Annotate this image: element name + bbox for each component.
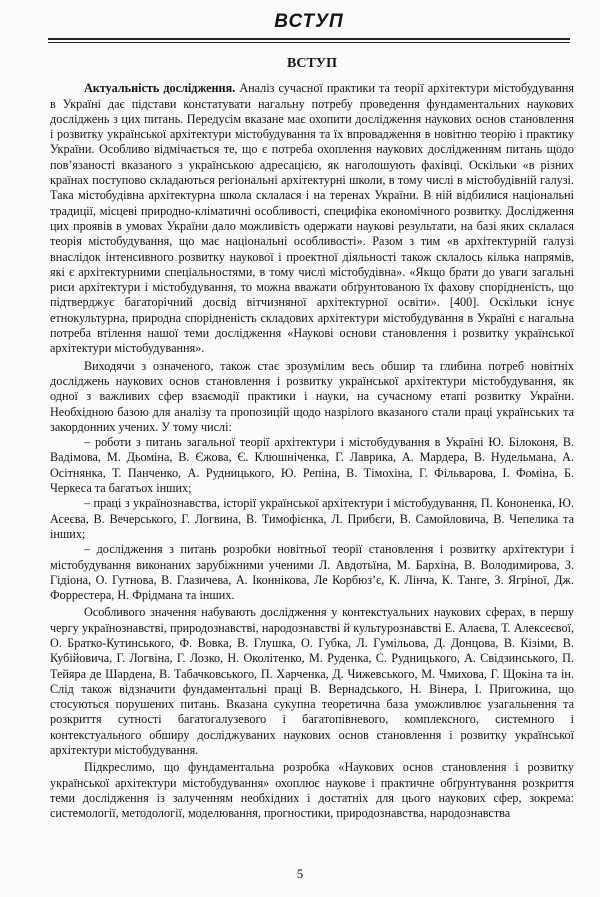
relevance-lead: Актуальність дослідження. — [84, 81, 236, 96]
relevance-text: Аналіз сучасної практики та теорії архітектури містобудування в Україні дає підстави констатувати нагальну потребу проведення фундаментальних наукових досліджень з цих питань. Передусім вказане має охопити дослідження наукових основ становлення і розвитку української архітектури містобудування та їх впровадження в новітню теорію і практику України. Особливо відмічається те, що є потреба охоплення наукових дослідженням питань щодо пов’язаності вказаного з українською адресацією, як наголошують фахівці. Оскільки «в різних країнах поступово складаються регіональні архітектурні школи, в тому числі в містобудівній галузі. Така містобудівна архітектурна школа склалася і на теренах України. В ній відбилися національні традиції, місцеві природно-кліматичні особливості, специфіка економічного розвитку. Дослідження цих проявів в умовах України дало можливість одержати наукові результати, на базі яких склалася теорія містобудування, що має національні особливості». Разом з тим «в архітектурній галузі внаслідок інтенсивного розвитку наукової і проектної діяльності також склалось кілька напрямів, які є архітектурними спеціальностями, в тому числі містобудівна». «Якщо брати до уваги загальні риси архітектури і містобудування, то можна вважати обґрунтованою їх фахову спорідненість, що підтверджує багаторічний досвід вітчизняної архітектурної освіти». [400]. Оскільки існує етнокультурна, природна спорідненість складових архітектури містобудування в Україні є нагальна потреба втілення нашої теми дослідження «Наукові основи становлення і розвитку української архітектури містобудування». — [50, 81, 574, 356]
paragraph-context: Особливого значення набувають дослідження у контекстуальних наукових сферах, в першу чергу українознавстві, природознавстві, народознавстві й культурознавстві Е. Алаєва, Т. Алексеєвої, О. Братко-Кутинського, Ф. Вовка, В. Глушка, О. Губка, Л. Гумільова, Д. Донцова, В. Кізіми, В. Кубійовича, Г. Логвіна, Г. Лозко, Н. Околітенко, М. Руденка, С. Рудницького, А. Свідзинського, П. Тейяра де Шардена, В. Табачковського, П. Харченка, Д. Чижевського, М. Чмихова, Г. Щокіна та ін. Слід також відзначити фундаментальні праці В. Вернадського, Н. Вінера, І. Пригожина, що стосуються порушених питань. Вказана сукупна теоретична база уможливлює узагальнення та розкриття сутності багатогалузевого і багатопівневого, комплексного, системного і контекстуального обширу досліджуваних наукових основ становлення і розвитку української архітектури містобудування. — [50, 605, 574, 758]
header-rule-thick — [48, 38, 570, 40]
list-item: – праці з українознавства, історії української архітектури і містобудування, П. Кононенка, Ю. Асеєва, В. Вечерського, Г. Логвина, В. Тимофієнка, Л. Прибєги, В. Самойловича, В. Чепелика та інших; — [50, 496, 574, 541]
running-header — [48, 10, 570, 43]
paragraph-scope: Виходячи з означеного, також стає зрозумілим весь обшир та глибина потреб новітніх досліджень наукових основ становлення і розвитку української архітектури містобудування, як одної з важливих сфер взаємодії практики і науки, на сучасному етапі розвитку України. Необхідною базою для аналізу та пропозицій щодо назрілого вказаного стали праці українських та закордонних учених. У тому числі: — [50, 358, 574, 434]
section-title: ВСТУП — [287, 56, 337, 71]
header-rule-thin — [48, 42, 570, 43]
paragraph-relevance — [50, 81, 574, 356]
page-number: 5 — [296, 866, 304, 881]
list-item: – дослідження з питань розробки новітньої теорії становлення і розвитку архітектури і містобудування виконаних зарубіжними ученими Л. Авдотьїна, М. Бархіна, В. Володимирова, З. Гідіона, О. Гутнова, В. Глазичева, А. Іконнікова, Ле Корбюз’є, К. Лінча, К. Танге, З. Ягріної, Дж. Форрестера, Н. Фрідмана та інших. — [50, 542, 574, 603]
list-item: – роботи з питань загальної теорії архітектури і містобудування в Україні Ю. Білоконя, В. Вадімова, М. Дьоміна, В. Єжова, Є. Клюшніченка, Г. Лаврика, А. Мардера, В. Нудельмана, А. Осітнянка, Т. Панченко, А. Рудницького, Ю. Репіна, В. Тімохіна, Г. Фільварова, І. Фоміна, Б. Черкеса та багатьох інших; — [50, 435, 574, 496]
paragraph-emphasis: Підкреслимо, що фундаментальна розробка «Наукових основ становлення і розвитку української архітектури містобудування» охоплює наукове і практичне обґрунтування розкриття теми дослідження із залученням необхідних і достатніх для цього наукових сфер, зокрема: системології, методології, моделювання, прогностики, природознавства, народознавства — [50, 760, 574, 821]
page-body — [50, 56, 574, 822]
running-header-title: ВСТУП — [274, 11, 344, 32]
